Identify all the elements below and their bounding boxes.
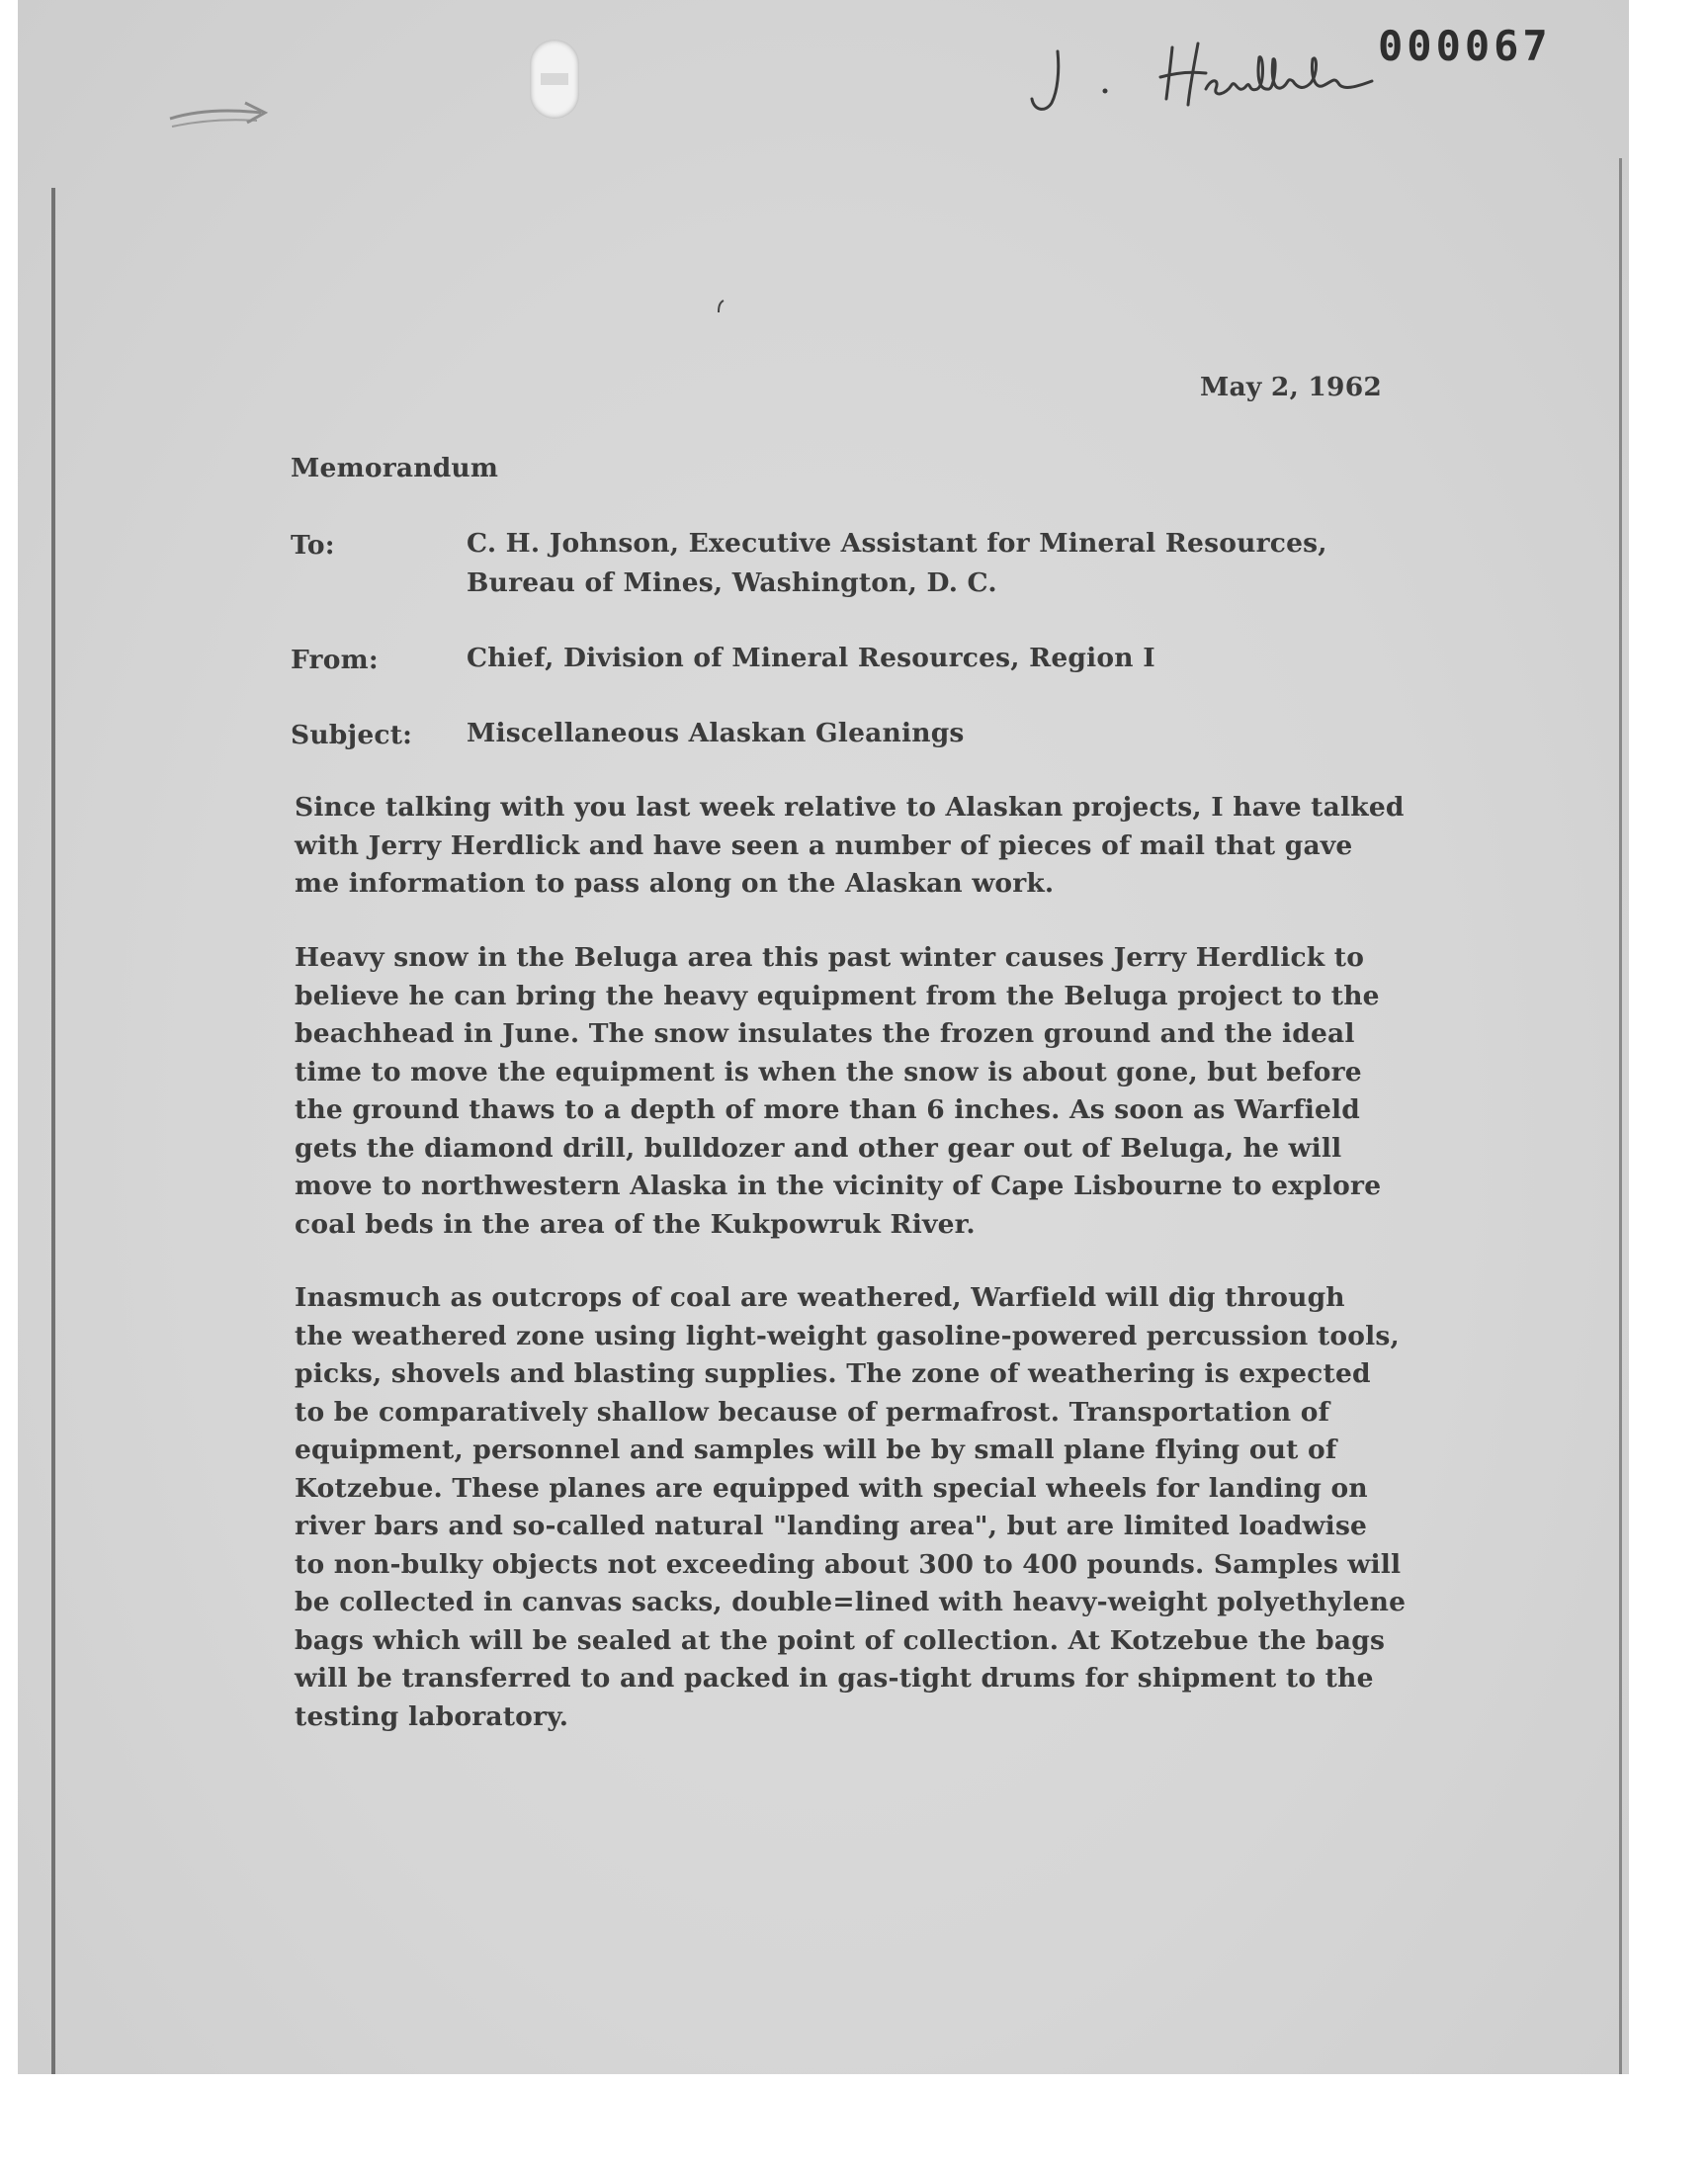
paragraph-line: bags which will be sealed at the point of collection. At Kotzebue the bags <box>295 1624 1386 1656</box>
paragraph-line: gets the diamond drill, bulldozer and other gear out of Beluga, he will <box>295 1132 1342 1164</box>
arrow-mark-icon <box>166 95 275 134</box>
paragraph-line: picks, shovels and blasting supplies. The zone of weathering is expected <box>295 1358 1371 1389</box>
to-label: To: <box>291 530 335 561</box>
paragraph-line: me information to pass along on the Alaskan work. <box>295 868 1055 899</box>
body-paragraph-1 <box>295 789 1421 904</box>
document-number: 000067 <box>1378 22 1552 70</box>
to-line: C. H. Johnson, Executive Assistant for Mineral Resources, <box>467 528 1327 559</box>
to-line: Bureau of Mines, Washington, D. C. <box>467 567 997 598</box>
paragraph-line: testing laboratory. <box>295 1700 569 1732</box>
handwritten-signature <box>1024 34 1390 123</box>
paragraph-line: to be comparatively shallow because of permafrost. Transportation of <box>295 1396 1330 1428</box>
paragraph-line: Kotzebue. These planes are equipped with special wheels for landing on <box>295 1472 1368 1504</box>
paper-left-edge <box>51 188 55 2074</box>
memo-date: May 2, 1962 <box>1200 372 1382 402</box>
punch-hole <box>530 40 579 119</box>
paragraph-line: will be transferred to and packed in gas-tight drums for shipment to the <box>295 1663 1374 1694</box>
body-paragraph-3 <box>295 1279 1421 1736</box>
paragraph-line: believe he can bring the heavy equipment from the Beluga project to the <box>295 980 1380 1011</box>
subject-value <box>467 714 965 753</box>
from-line: Chief, Division of Mineral Resources, Region I <box>467 643 1155 673</box>
paragraph-line: equipment, personnel and samples will be by small plane flying out of <box>295 1435 1337 1465</box>
paragraph-line: Since talking with you last week relative to Alaskan projects, I have talked <box>295 792 1405 823</box>
paragraph-line: to non-bulky objects not exceeding about 300 to 400 pounds. Samples will <box>295 1548 1402 1580</box>
paragraph-line: Inasmuch as outcrops of coal are weathered, Warfield will dig through <box>295 1282 1345 1313</box>
from-value <box>467 639 1155 678</box>
ink-speck-icon <box>716 299 726 314</box>
memo-title: Memorandum <box>291 453 499 483</box>
paragraph-line: beachhead in June. The snow insulates the frozen ground and the ideal <box>295 1018 1355 1049</box>
subject-label: Subject: <box>291 720 413 750</box>
paragraph-line: river bars and so-called natural "landing area", but are limited loadwise <box>295 1511 1368 1541</box>
subject-line: Miscellaneous Alaskan Gleanings <box>467 718 965 748</box>
paragraph-line: time to move the equipment is when the snow is about gone, but before <box>295 1056 1362 1088</box>
paragraph-line: coal beds in the area of the Kukpowruk River. <box>295 1208 976 1240</box>
paragraph-line: the ground thaws to a depth of more than 6 inches. As soon as Warfield <box>295 1094 1361 1125</box>
paragraph-line: Heavy snow in the Beluga area this past winter causes Jerry Herdlick to <box>295 942 1365 973</box>
paragraph-line: be collected in canvas sacks, double=lined with heavy-weight polyethylene <box>295 1587 1407 1617</box>
body-paragraph-2 <box>295 939 1421 1244</box>
paragraph-line: the weathered zone using light-weight gasoline-powered percussion tools, <box>295 1320 1400 1351</box>
paper-right-edge <box>1619 158 1622 2074</box>
paragraph-line: move to northwestern Alaska in the vicinity of Cape Lisbourne to explore <box>295 1171 1382 1201</box>
paragraph-line: with Jerry Herdlick and have seen a number of pieces of mail that gave <box>295 829 1353 861</box>
from-label: From: <box>291 645 379 675</box>
to-value <box>467 524 1327 603</box>
